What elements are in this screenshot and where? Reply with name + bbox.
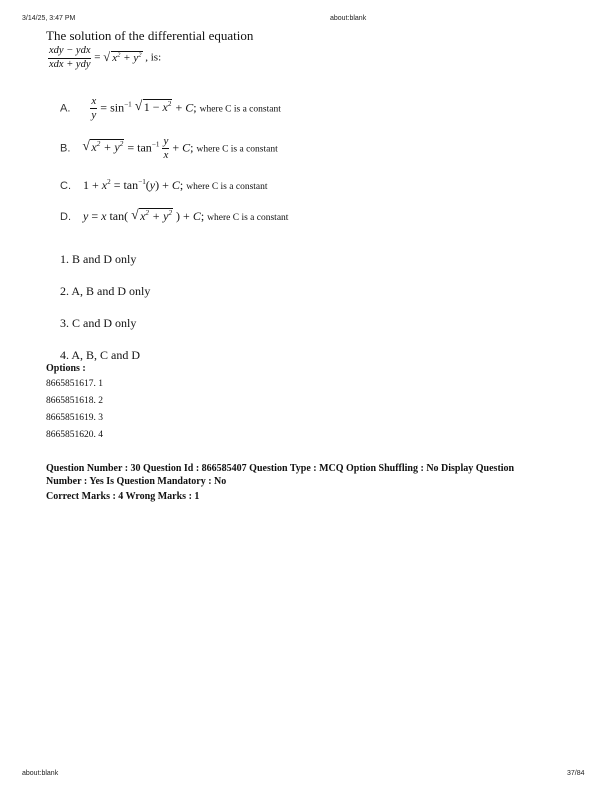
answer-2: 2. A, B and D only [60,284,151,298]
question-suffix: , is: [145,51,162,64]
choice-c-text: where C is a constant [186,182,268,192]
choice-c: C. $1 + x^2 = \tan^{-1}(y) + C$; where C is a constant [60,178,268,192]
question-meta-line3: Correct Marks : 4 Wrong Marks : 1 [46,491,200,502]
question-equation: $\frac{\text{xdy − ydx}}{\text{xdx + ydy}}$ = √ $x^2 + y^2$ , is: [49,45,162,70]
option-id-3: 8665851619. 3 [46,413,103,423]
option-id-4: 8665851620. 4 [46,430,103,440]
choice-d-label: D. [60,211,71,223]
choice-d: D. y = x tan( √ $x^2 + y^2$ ) + C; where C is a constant [60,207,289,223]
question-meta-line1: Question Number : 30 Question Id : 866585407 Question Type : MCQ Option Shuffling : No Display Question [46,463,515,474]
choice-b-text: where C is a constant [196,144,278,155]
answer-3: 3. C and D only [60,316,137,330]
options-heading: Options : [46,363,86,374]
choice-d-text: where C is a constant [207,213,289,223]
footer-url: about:blank [22,770,59,777]
answer-1: 1. B and D only [60,252,137,266]
choice-b-label: B. [60,142,71,155]
question-meta-line2: Number : Yes Is Question Mandatory : No [46,476,227,487]
answer-4: 4. A, B, C and D [60,348,141,362]
choice-b: B. √ $x^2 + y^2 = \tan^{-1}$ $\frac{y}{x}$ + C; where C is a constant [60,135,278,161]
option-id-2: 8665851618. 2 [46,396,103,406]
option-id-1: 8665851617. 1 [46,379,103,389]
page-number: 37/84 [567,770,585,777]
question-intro: The solution of the differential equation [46,28,254,43]
print-timestamp: 3/14/25, 3:47 PM [22,15,76,22]
choice-c-label: C. [60,180,71,192]
choice-a-text: where C is a constant [199,104,281,115]
choice-a: A. $\frac{x}{y}$ = $\sin^{-1}$ √ $1 - x^2 + C$; where C is a constant [60,95,281,121]
choice-a-label: A. [60,102,71,115]
print-url: about:blank [330,15,367,22]
